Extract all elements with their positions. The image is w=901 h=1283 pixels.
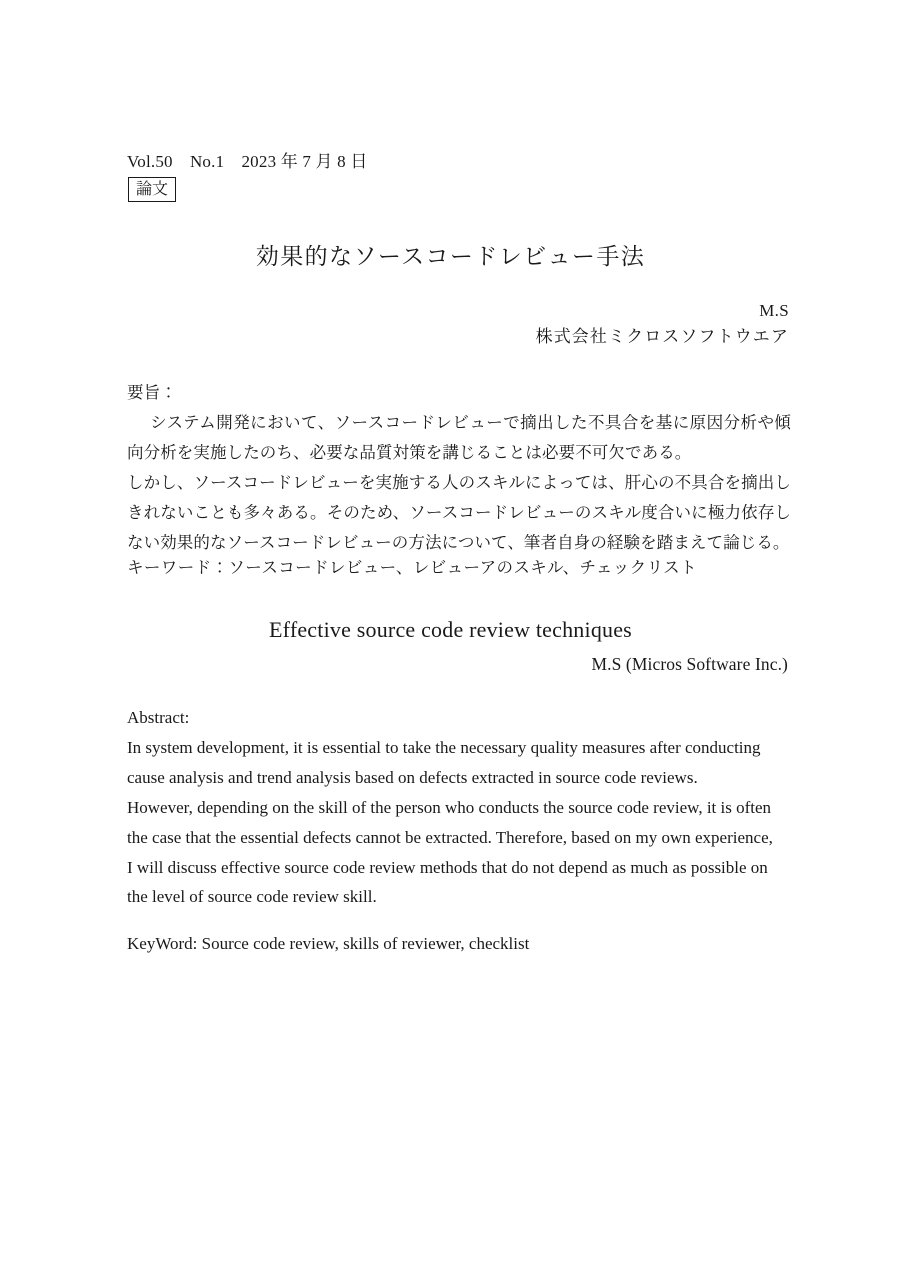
japanese-keywords: キーワード：ソースコードレビュー、レビューアのスキル、チェックリスト <box>127 558 697 577</box>
english-abstract-label: Abstract: <box>127 708 190 727</box>
english-author: M.S (Micros Software Inc.) <box>591 654 788 674</box>
issue-line: Vol.50 No.1 2023 年 7 月 8 日 <box>127 152 368 171</box>
author-affiliation: 株式会社ミクロスソフトウエア <box>535 327 789 348</box>
document-type-badge: 論文 <box>128 177 176 202</box>
author-name: M.S <box>759 301 789 320</box>
english-title: Effective source code review techniques <box>269 617 632 642</box>
english-abstract-paragraph: In system development, it is essential to take the necessary quality measures after conducting cause analysis and trend analysis based on defects extracted in source code reviews. <box>127 737 761 787</box>
japanese-title: 効果的なソースコードレビュー手法 <box>255 244 646 270</box>
japanese-abstract <box>127 378 791 558</box>
japanese-abstract-paragraph: システム開発において、ソースコードレビューで摘出した不具合を基に原因分析や傾向分析を実施したのち、必要な品質対策を講じることは必要不可欠である。 <box>127 413 791 463</box>
english-abstract <box>127 703 779 912</box>
english-abstract-paragraph: However, depending on the skill of the person who conducts the source code review, it is often the case that the essential defects cannot be extracted. Therefore, based on my own experience, I will discuss effective source code review methods that do not depend as much as possible on the level of source code review skill. <box>127 797 773 907</box>
japanese-author-block <box>536 298 789 351</box>
japanese-abstract-paragraph: しかし、ソースコードレビューを実施する人のスキルによっては、肝心の不具合を摘出しきれないことも多々ある。そのため、ソースコードレビューのスキル度合いに極力依存しない効果的なソースコードレビューの方法について、筆者自身の経験を踏まえて論じる。 <box>127 473 791 553</box>
japanese-abstract-label: 要旨： <box>127 383 177 402</box>
english-keywords: KeyWord: Source code review, skills of reviewer, checklist <box>127 934 530 953</box>
